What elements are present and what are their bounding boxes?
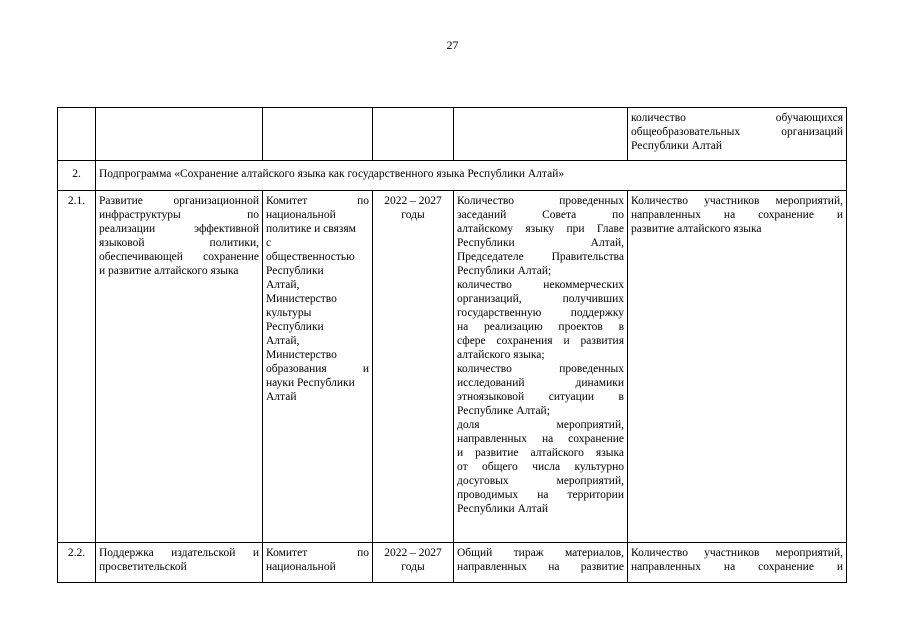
executor-line: науки Республики — [266, 377, 355, 389]
result-line: развитие алтайского языка — [631, 223, 762, 235]
indicator-line: Республики Алтай, — [457, 237, 624, 249]
name-line: языковой политики, — [99, 237, 259, 249]
executor-line: Министерство — [266, 293, 337, 305]
result-line: Количество участников мероприятий, — [631, 547, 843, 559]
cell-executor — [263, 108, 373, 161]
table-row-subprogram — [58, 161, 847, 191]
cell-term — [373, 191, 454, 543]
name-line: инфраструктуры по — [99, 209, 259, 221]
executor-line: Алтай, — [266, 279, 300, 291]
result-line: направленных на сохранение и — [631, 561, 843, 573]
indicator-line: на реализацию проектов в — [457, 321, 624, 333]
executor-line: образования и — [266, 363, 369, 375]
cell-indicator — [454, 543, 628, 583]
cell-result — [628, 191, 847, 543]
indicator-line: Количество проведенных — [457, 195, 624, 207]
indicator-line: этноязыковой ситуации в — [457, 391, 624, 403]
name-line: реализации эффективной — [99, 223, 259, 235]
result-line: Республики Алтай — [631, 140, 723, 152]
indicator-line: сфере сохранения и развития — [457, 335, 624, 347]
term-line: годы — [401, 209, 425, 221]
cell-indicator — [454, 108, 628, 161]
indicator-line: заседаний Совета по — [457, 209, 624, 221]
executor-line: национальной — [266, 209, 336, 221]
row-num: 2.1. — [58, 191, 96, 543]
indicator-line: Председателе Правительства — [457, 251, 624, 263]
cell-indicator — [454, 191, 628, 543]
indicator-line: Республике Алтай; — [457, 405, 550, 417]
executor-line: Алтай — [266, 391, 297, 403]
term-line: 2022 – 2027 — [384, 195, 442, 207]
executor-line: Комитет по — [266, 547, 369, 559]
executor-line: Комитет по — [266, 195, 369, 207]
name-line: и развитие алтайского языка — [99, 265, 239, 277]
table-row-2-1 — [58, 191, 847, 543]
executor-line: Министерство — [266, 349, 337, 361]
name-line: просветительской — [99, 561, 187, 573]
cell-executor — [263, 543, 373, 583]
cell-result — [628, 543, 847, 583]
indicator-line: направленных на сохранение — [457, 433, 624, 445]
term-line: 2022 – 2027 — [384, 547, 442, 559]
cell-term — [373, 543, 454, 583]
subprogram-title: Подпрограмма «Сохранение алтайского языка как государственного языка Республики Алтай» — [96, 161, 847, 191]
cell-num — [58, 108, 96, 161]
table-row-continuation — [58, 108, 847, 161]
row-num: 2.2. — [58, 543, 96, 583]
executor-line: культуры — [266, 307, 312, 319]
cell-executor — [263, 191, 373, 543]
cell-name — [96, 191, 263, 543]
table-row-2-2 — [58, 543, 847, 583]
executor-line: с — [266, 237, 272, 249]
indicator-line: Общий тираж материалов, — [457, 547, 624, 559]
cell-name — [96, 108, 263, 161]
result-line: количество обучающихся — [631, 112, 843, 124]
indicator-line: Республики Алтай — [457, 503, 549, 515]
term-line: годы — [401, 561, 425, 573]
indicator-line: Республики Алтай; — [457, 265, 552, 277]
cell-name — [96, 543, 263, 583]
indicator-line: количество некоммерческих — [457, 279, 624, 291]
result-line: общеобразовательных организаций — [631, 126, 843, 138]
indicator-line: проводимых на территории — [457, 489, 624, 501]
cell-result — [628, 108, 847, 161]
executor-line: Республики — [266, 265, 324, 277]
indicator-line: доля мероприятий, — [457, 419, 624, 431]
indicator-line: алтайского языка; — [457, 349, 545, 361]
executor-line: общественностью — [266, 251, 355, 263]
page-number: 27 — [446, 38, 459, 52]
indicator-line: количество проведенных — [457, 363, 624, 375]
name-line: обеспечивающей сохранение — [99, 251, 259, 263]
indicator-line: от общего числа культурно — [457, 461, 624, 473]
result-line: направленных на сохранение и — [631, 209, 843, 221]
indicator-line: организаций, получивших — [457, 293, 624, 305]
indicator-line: государственную поддержку — [457, 307, 624, 319]
indicator-line: досуговых мероприятий, — [457, 475, 624, 487]
indicator-line: и развитие алтайского языка — [457, 447, 624, 459]
cell-term — [373, 108, 454, 161]
result-line: Количество участников мероприятий, — [631, 195, 843, 207]
executor-line: Алтай, — [266, 335, 300, 347]
executor-line: Республики — [266, 321, 324, 333]
indicator-line: исследований динамики — [457, 377, 624, 389]
executor-line: политике и связям — [266, 223, 356, 235]
indicator-line: направленных на развитие — [457, 561, 624, 573]
indicator-line: алтайскому языку при Главе — [457, 223, 624, 235]
subprogram-num: 2. — [58, 161, 96, 191]
name-line: Развитие организационной — [99, 195, 259, 207]
program-table — [57, 107, 847, 583]
name-line: Поддержка издательской и — [99, 547, 259, 559]
executor-line: национальной — [266, 561, 336, 573]
